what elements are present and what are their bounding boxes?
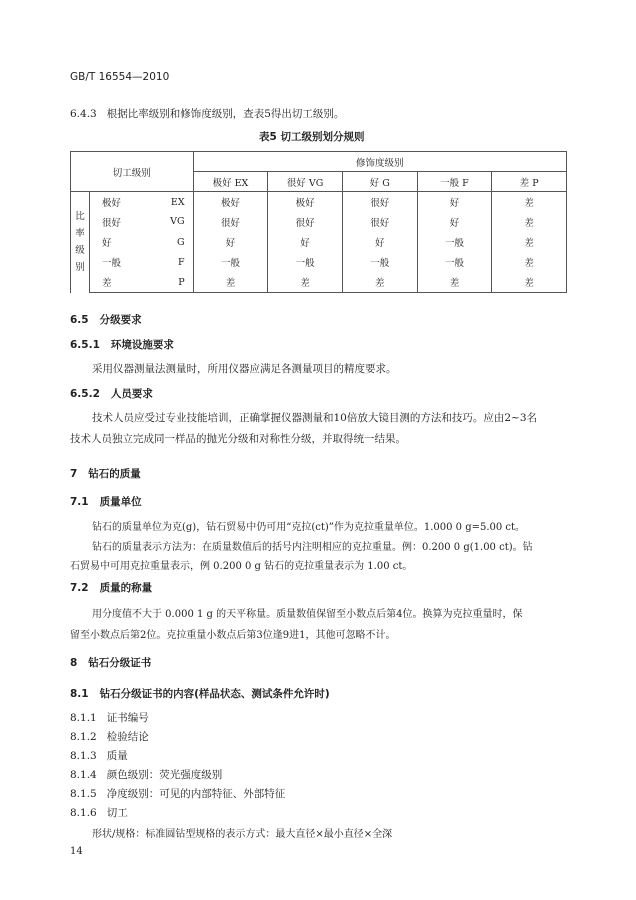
item-text: 质量 xyxy=(106,750,128,762)
heading-title: 质量单位 xyxy=(99,496,142,508)
ratio-level-header-text: 比率级别 xyxy=(75,211,85,274)
heading-number: 7 xyxy=(70,468,78,480)
table-cell: 一般 xyxy=(342,252,417,272)
heading-title: 环境设施要求 xyxy=(110,339,174,351)
heading-7-1 xyxy=(70,494,142,509)
table-cell: 好 xyxy=(193,232,268,252)
table-cell: 差 xyxy=(492,192,567,212)
heading-number: 8 xyxy=(70,657,78,669)
table-cell: 很好 xyxy=(193,212,268,232)
heading-number: 8.1 xyxy=(70,688,89,700)
row-label: 极好 xyxy=(89,192,159,212)
table-cell: 差 xyxy=(492,212,567,232)
table-cell: 好 xyxy=(268,232,343,252)
item-text: 净度级别：可见的内部特征、外部特征 xyxy=(106,788,286,800)
mod-level-f: 一般 F xyxy=(417,172,492,192)
heading-title: 钻石分级证书 xyxy=(88,657,152,669)
row-label: 差 xyxy=(89,272,159,292)
standard-code: GB/T 16554—2010 xyxy=(70,71,170,83)
paragraph-7-1-line-3: 石贸易中可用克拉重量表示，例 0.200 0 g 钻石的克拉重量表示为 1.00 ct。 xyxy=(70,561,413,572)
paragraph-7-1-line-1: 钻石的质量单位为克(g)，钻石贸易中仍可用“克拉(ct)”作为克拉重量单位。1.000 0 g=5.00 ct。 xyxy=(92,522,526,533)
paragraph-7-2-line-2: 留至小数点后第2位。克拉重量小数点后第3位逢9进1，其他可忽略不计。 xyxy=(70,630,396,641)
item-text: 颜色级别：荧光强度级别 xyxy=(106,769,223,781)
table-cell: 极好 xyxy=(268,192,343,212)
heading-6-5-1 xyxy=(70,337,174,352)
row-code: VG xyxy=(159,212,193,232)
heading-title: 质量的称量 xyxy=(99,582,153,594)
table-cell: 差 xyxy=(193,272,268,292)
shape-spec-line: 形状/规格：标准圆钻型规格的表示方式：最大直径×最小直径×全深 xyxy=(92,829,393,840)
section-text: 根据比率级别和修饰度级别，查表5得出切工级别。 xyxy=(106,108,345,120)
table-cell: 好 xyxy=(342,232,417,252)
table-caption: 表5 切工级别划分规则 xyxy=(259,131,365,143)
table-cell: 一般 xyxy=(268,252,343,272)
list-item xyxy=(70,710,149,725)
table-cell: 差 xyxy=(268,272,343,292)
row-label: 一般 xyxy=(89,252,159,272)
heading-6-5 xyxy=(70,312,142,327)
table-cell: 差 xyxy=(342,272,417,292)
table-cell: 很好 xyxy=(342,192,417,212)
table-cell: 差 xyxy=(417,272,492,292)
paragraph-6-5-2-line-1: 技术人员应受过专业技能培训，正确掌握仪器测量和10倍放大镜目测的方法和技巧。应由2~3名 xyxy=(92,412,538,424)
paragraph-7-2-line-1: 用分度值不大于 0.000 1 g 的天平称量。质量数值保留至小数点后第4位。换算为克拉重量时，保 xyxy=(92,609,523,620)
list-item xyxy=(70,805,128,820)
page-number: 14 xyxy=(70,846,83,857)
table-cell: 一般 xyxy=(193,252,268,272)
heading-6-5-2 xyxy=(70,386,153,401)
mod-level-ex: 极好 EX xyxy=(193,172,268,192)
section-number: 6.4.3 xyxy=(70,108,97,120)
heading-7 xyxy=(70,466,141,481)
paragraph-6-5-2-line-2: 技术人员独立完成同一样品的抛光分级和对称性分级，并取得统一结果。 xyxy=(70,433,406,445)
heading-8 xyxy=(70,655,151,670)
row-code: EX xyxy=(159,192,193,212)
heading-number: 7.2 xyxy=(70,582,89,594)
item-number: 8.1.4 xyxy=(70,769,97,781)
paragraph-7-1-line-2: 钻石的质量表示方法为：在质量数值后的括号内注明相应的克拉重量。例：0.200 0 g(1.00 ct)。钻 xyxy=(92,542,533,553)
item-number: 8.1.6 xyxy=(70,807,97,819)
table-cell: 很好 xyxy=(342,212,417,232)
list-item xyxy=(70,748,128,763)
item-number: 8.1.1 xyxy=(70,712,97,724)
mod-level-p: 差 P xyxy=(492,172,567,192)
heading-8-1 xyxy=(70,686,330,701)
mod-level-g: 好 G xyxy=(342,172,417,192)
paragraph-6-5-1: 采用仪器测量法测量时，所用仪器应满足各测量项目的精度要求。 xyxy=(92,363,397,375)
row-label: 很好 xyxy=(89,212,159,232)
row-code: P xyxy=(159,272,193,292)
list-item xyxy=(70,786,285,801)
ratio-level-header xyxy=(71,192,90,293)
table-cell: 极好 xyxy=(193,192,268,212)
mod-level-header: 修饰度级别 xyxy=(193,152,566,172)
mod-level-vg: 很好 VG xyxy=(268,172,343,192)
table-cell: 差 xyxy=(492,232,567,252)
item-text: 切工 xyxy=(106,807,128,819)
table-cell: 好 xyxy=(417,192,492,212)
table-cell: 很好 xyxy=(268,212,343,232)
table-cell: 好 xyxy=(417,212,492,232)
item-text: 证书编号 xyxy=(106,712,149,724)
heading-number: 6.5.1 xyxy=(70,339,100,351)
cut-grade-table xyxy=(70,151,567,293)
heading-number: 6.5 xyxy=(70,314,89,326)
row-code: F xyxy=(159,252,193,272)
item-number: 8.1.3 xyxy=(70,750,97,762)
table-corner-cell: 切工级别 xyxy=(71,152,194,192)
heading-7-2 xyxy=(70,580,152,595)
item-number: 8.1.2 xyxy=(70,731,97,743)
table-cell: 一般 xyxy=(417,232,492,252)
item-number: 8.1.5 xyxy=(70,788,97,800)
heading-title: 分级要求 xyxy=(99,314,142,326)
item-text: 检验结论 xyxy=(106,731,149,743)
heading-title: 钻石的质量 xyxy=(88,468,141,480)
heading-number: 6.5.2 xyxy=(70,388,100,400)
table-cell: 一般 xyxy=(417,252,492,272)
heading-number: 7.1 xyxy=(70,496,89,508)
section-6-4-3 xyxy=(70,106,344,121)
row-label: 好 xyxy=(89,232,159,252)
heading-title: 钻石分级证书的内容(样品状态、测试条件允许时) xyxy=(99,688,330,700)
heading-title: 人员要求 xyxy=(110,388,153,400)
row-code: G xyxy=(159,232,193,252)
table-cell: 差 xyxy=(492,272,567,292)
table-cell: 差 xyxy=(492,252,567,272)
list-item xyxy=(70,767,222,782)
list-item xyxy=(70,729,149,744)
